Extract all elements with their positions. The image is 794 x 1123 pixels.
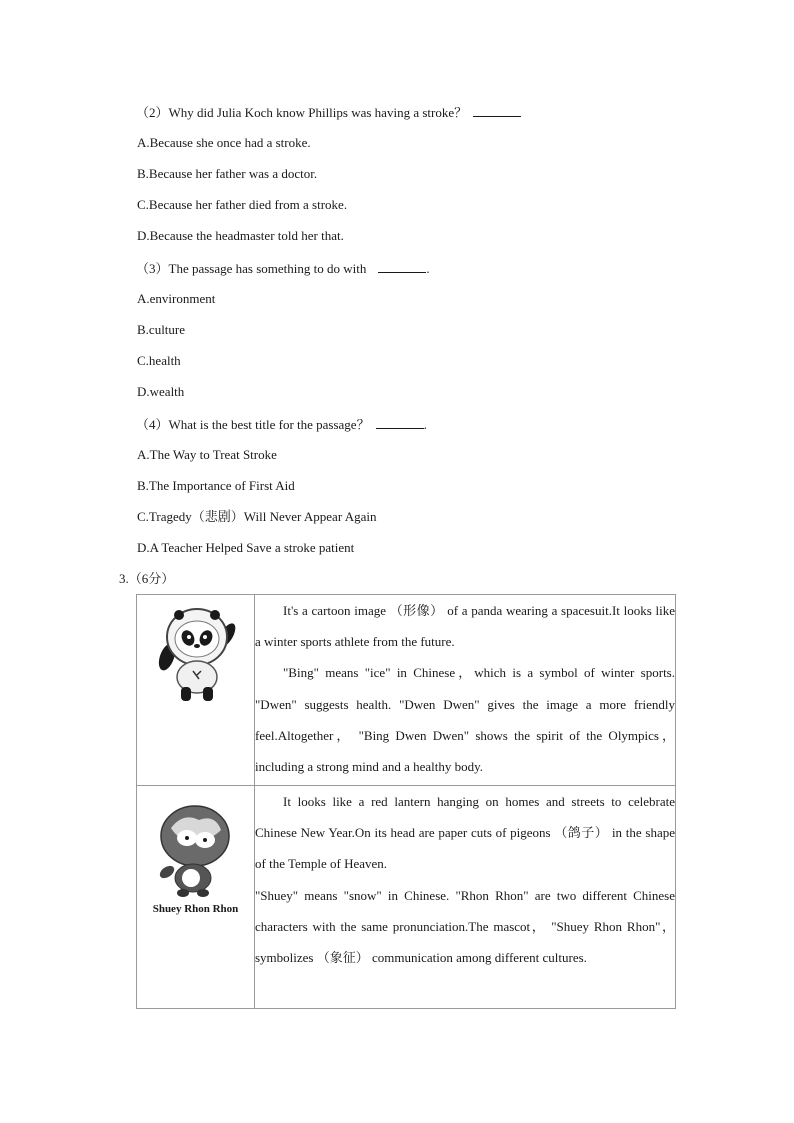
lantern-mascot-image — [137, 792, 254, 904]
table-row — [137, 786, 676, 1009]
option-c: C.health — [137, 353, 181, 368]
question-4-prompt: （4）What is the best title for the passage？ . — [136, 417, 427, 432]
shuey-rhon-rhon-image-cell — [137, 786, 255, 1009]
option-a: A.Because she once had a stroke. — [137, 135, 311, 150]
description-paragraph: "Shuey" means "snow" in Chinese. "Rhon Rhon" are two different Chinese characters with the same pronunciation.The mascot， "Shuey Rhon Rhon"，symbolizes （象征） communication among different cultures. — [255, 887, 675, 966]
option-b: B.culture — [137, 322, 186, 337]
option-c: C.Tragedy（悲剧）Will Never Appear Again — [137, 509, 377, 524]
panda-mascot-image — [137, 599, 254, 709]
option-b: B.The Importance of First Aid — [137, 478, 295, 493]
bing-dwen-dwen-description — [255, 595, 676, 786]
option-a: A.The Way to Treat Stroke — [137, 447, 277, 462]
answer-blank[interactable] — [376, 416, 424, 429]
answer-blank[interactable] — [378, 260, 426, 273]
table-row — [137, 595, 676, 786]
question-2-prompt: （2）Why did Julia Koch know Phillips was having a stroke？ — [136, 104, 521, 121]
shuey-rhon-rhon-description — [255, 786, 676, 1009]
option-d: D.A Teacher Helped Save a stroke patient — [137, 540, 355, 555]
option-d: D.Because the headmaster told her that. — [137, 228, 344, 243]
option-d: D.wealth — [137, 384, 185, 399]
option-a: A.environment — [137, 291, 216, 306]
option-b: B.Because her father was a doctor. — [137, 166, 318, 181]
mascot-caption: Shuey Rhon Rhon — [152, 903, 239, 915]
description-paragraph: It's a cartoon image （形像） of a panda wearing a spacesuit.It looks like a winter sports athlete from the future. — [255, 603, 675, 650]
answer-blank[interactable] — [473, 104, 521, 117]
description-paragraph: It looks like a red lantern hanging on homes and streets to celebrate Chinese New Year.On its head are paper cuts of pigeons （鸽子） in the shape of the Temple of Heaven. — [255, 794, 675, 872]
option-c: C.Because her father died from a stroke. — [137, 197, 348, 212]
question-3-prompt: （3）The passage has something to do with . — [136, 261, 430, 276]
bing-dwen-dwen-image-cell — [137, 595, 255, 786]
mascot-table — [136, 594, 676, 1009]
section-3-heading: 3.（6分） — [119, 571, 175, 586]
description-paragraph: "Bing" means "ice" in Chinese，which is a symbol of winter sports. "Dwen" suggests health. "Dwen Dwen" gives the image a more friendly feel.Altogether， "Bing Dwen Dwen" shows the spirit of the Olympics，including a strong mind and a healthy body. — [255, 665, 675, 775]
